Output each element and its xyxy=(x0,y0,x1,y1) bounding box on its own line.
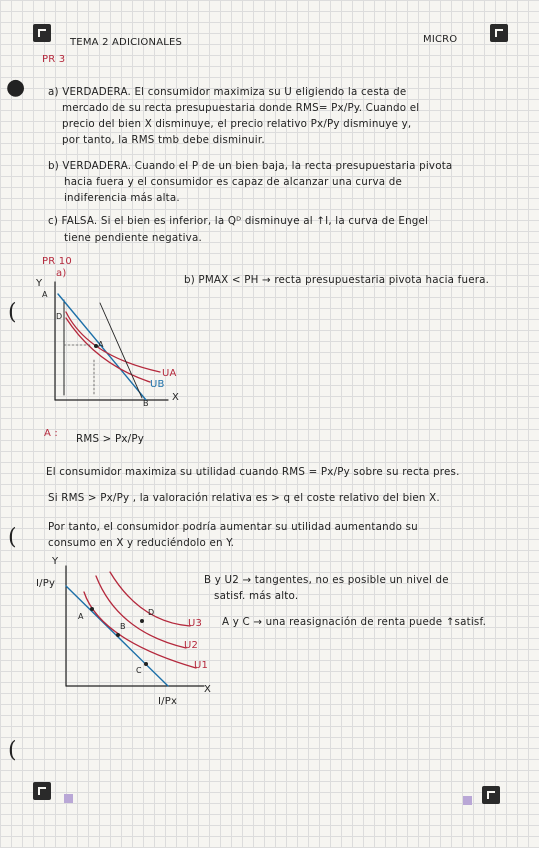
g2-C-label: C xyxy=(136,666,142,675)
g1-x-label: X xyxy=(172,392,180,403)
g2-U1-label: U1 xyxy=(194,660,209,671)
note2: A y C → una reasignación de renta puede ↑satisf. xyxy=(222,616,487,628)
g1-y-label: Y xyxy=(36,278,43,289)
pr10-line3: Por tanto, el consumidor podría aumentar su utilidad aumentando su xyxy=(48,521,418,533)
pr3-a-line1: a) VERDADERA. El consumidor maximiza su U eligiendo la cesta de xyxy=(48,86,407,98)
g2-y-label: Y xyxy=(52,556,59,567)
pr3-a-line2: mercado de su recta presupuestaria donde RMS= Px/Py. Cuando el xyxy=(62,102,420,114)
note1-line2: satisf. más alto. xyxy=(214,590,299,602)
header-title: TEMA 2 ADICIONALES xyxy=(70,37,183,48)
pr3-b-line3: indiferencia más alta. xyxy=(64,192,180,204)
binder-ring-icon: ( xyxy=(8,738,17,763)
pr10-line1: El consumidor maximiza su utilidad cuando RMS = Px/Py sobre su recta pres. xyxy=(46,466,460,478)
binder-ring-icon: ( xyxy=(8,525,17,550)
g2-D-label: D xyxy=(148,608,155,617)
g1-D-label: D xyxy=(56,312,63,321)
pr3-c-line2: tiene pendiente negativa. xyxy=(64,232,202,244)
eq1-lead: A : xyxy=(44,428,58,439)
pr10-b-text: b) PMAX < PH → recta presupuestaria pivota hacia fuera. xyxy=(184,274,490,286)
g2-U2-label: U2 xyxy=(184,640,199,651)
g1-UB-label: UB xyxy=(150,379,165,390)
g1-A-label: A xyxy=(42,290,48,299)
g1-UA-label: UA xyxy=(162,368,177,379)
g2-B-label: B xyxy=(120,622,126,631)
pr3-b-line1: b) VERDADERA. Cuando el P de un bien baja, la recta presupuestaria pivota xyxy=(48,160,453,172)
header-subject: MICRO xyxy=(423,34,458,45)
pr3-a-line3: precio del bien X disminuye, el precio relativo Px/Py disminuye y, xyxy=(62,118,412,130)
binder-hole-icon: ● xyxy=(6,75,26,100)
pr10-label: PR 10 xyxy=(42,256,72,267)
g2-A-label: A xyxy=(78,612,84,621)
eq1: RMS > Px/Py xyxy=(76,433,145,445)
g1-Apt-label: A xyxy=(98,340,104,349)
g2-xint-label: I/Px xyxy=(158,696,178,707)
g2-yint-label: I/Py xyxy=(36,578,56,589)
pr10-line2: Si RMS > Px/Py , la valoración relativa es > q el coste relativo del bien X. xyxy=(48,492,440,504)
pr3-b-line2: hacia fuera y el consumidor es capaz de alcanzar una curva de xyxy=(64,176,402,188)
note1-line1: B y U2 → tangentes, no es posible un nivel de xyxy=(204,574,449,586)
g2-U3-label: U3 xyxy=(188,618,203,629)
g1-B-label: B xyxy=(143,399,149,408)
pr3-a-line4: por tanto, la RMS tmb debe disminuir. xyxy=(62,134,265,146)
pr10-line4: consumo en X y reduciéndolo en Y. xyxy=(48,537,235,549)
pr3-c-line1: c) FALSA. Si el bien es inferior, la Qᴰ disminuye al ↑I, la curva de Engel xyxy=(48,215,429,227)
pr10-a-label: a) xyxy=(56,268,67,279)
binder-ring-icon: ( xyxy=(8,300,17,325)
pr3-label: PR 3 xyxy=(42,54,66,65)
g2-x-label: X xyxy=(204,684,212,695)
